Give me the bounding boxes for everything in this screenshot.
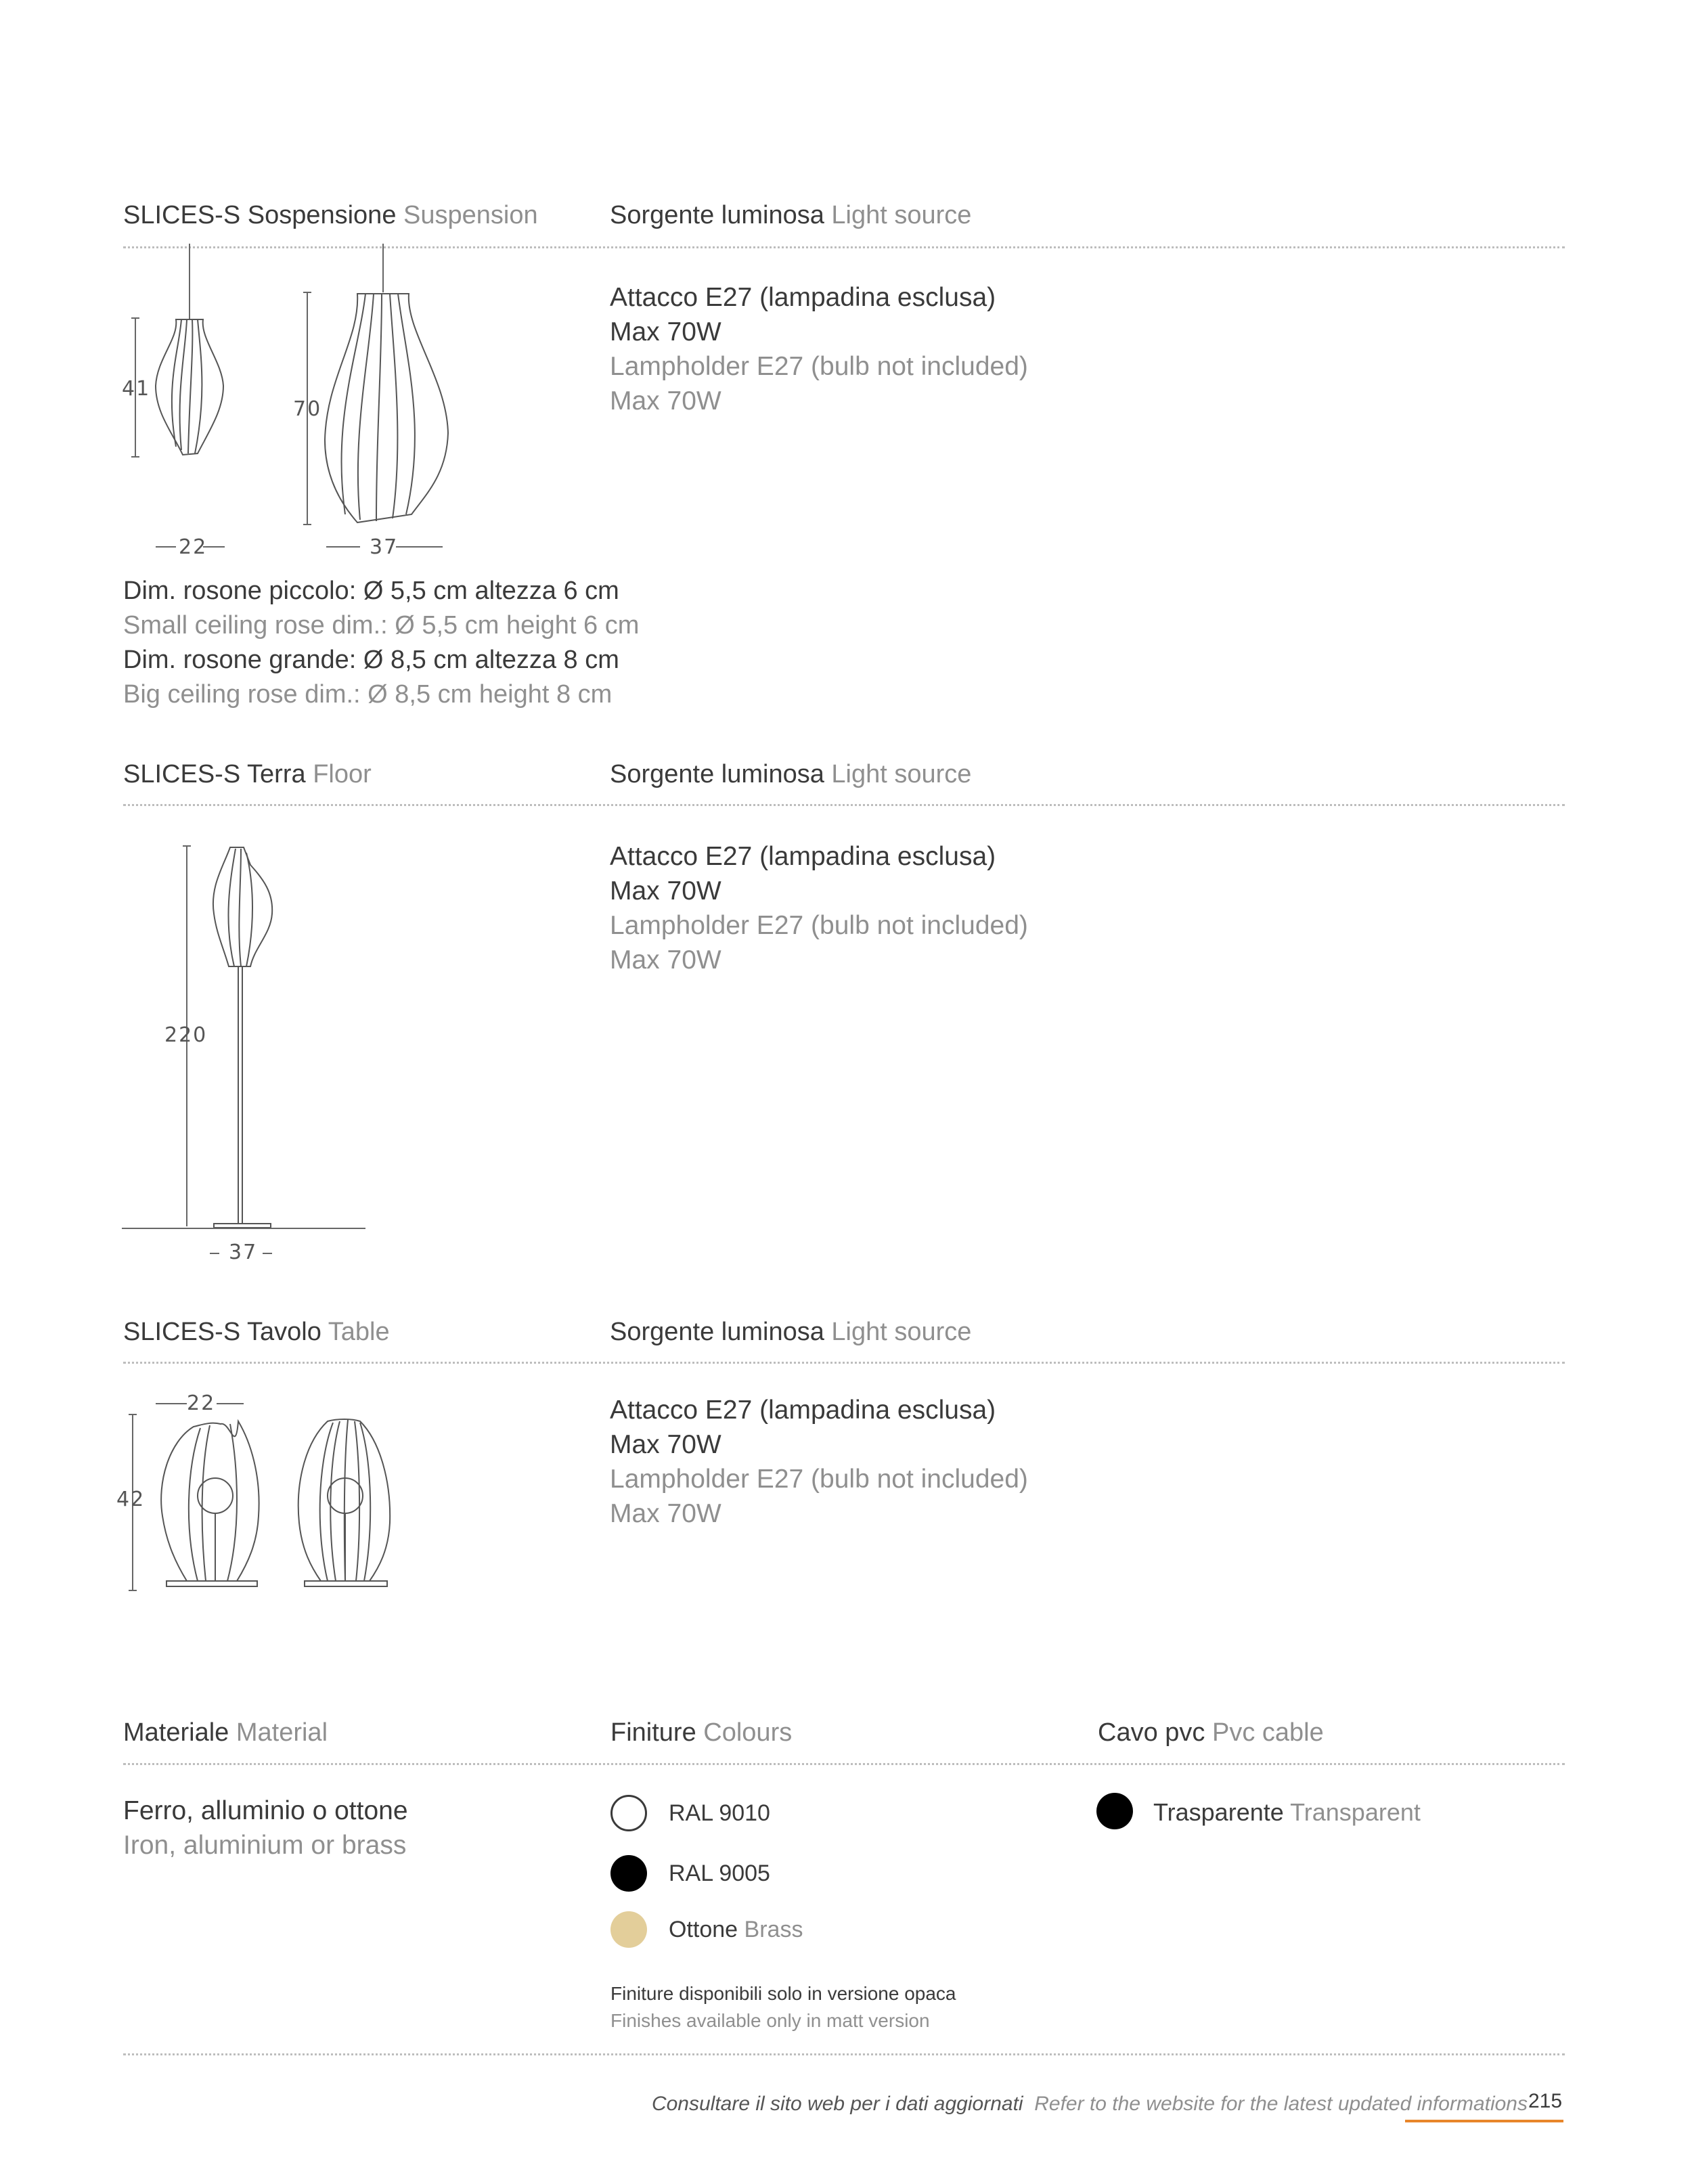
- cable-title-en: Pvc cable: [1211, 1718, 1324, 1747]
- footer-note: [652, 2093, 1528, 2116]
- table-specs: [610, 1393, 1028, 1531]
- floor-title-en: Floor: [313, 760, 372, 788]
- finish-swatch-ral9005: [610, 1855, 647, 1892]
- cable-title: [1098, 1718, 1324, 1747]
- finish-label-brass-en: Brass: [744, 1917, 803, 1942]
- table-lamp-front-icon: [298, 1419, 390, 1586]
- suspension-source-title: [610, 200, 971, 230]
- finishes-title: [610, 1718, 792, 1747]
- floor-specs: [610, 839, 1028, 977]
- material-title: [123, 1718, 328, 1747]
- small-height-label: 41: [122, 377, 151, 401]
- suspension-title-en: Suspension: [403, 201, 538, 229]
- finishes-note-it: Finiture disponibili solo in versione opaca: [610, 1983, 956, 2004]
- finishes-title-en: Colours: [703, 1718, 793, 1747]
- floor-source-en: Light source: [831, 760, 972, 788]
- suspension-source-en: Light source: [831, 201, 972, 229]
- suspension-specs: [610, 280, 1028, 418]
- suspension-source-it: Sorgente luminosa: [610, 201, 824, 229]
- floor-drawing: [122, 839, 379, 1245]
- table-source-en: Light source: [831, 1318, 972, 1346]
- suspension-spec-en-1: Lampholder E27 (bulb not included): [610, 352, 1028, 381]
- floor-title: [123, 759, 372, 789]
- floor-title-it: SLICES-S Terra: [123, 760, 306, 788]
- table-lamp-side-icon: [161, 1421, 259, 1586]
- floor-source-title: [610, 759, 971, 789]
- table-divider: [123, 1362, 1565, 1364]
- table-source-it: Sorgente luminosa: [610, 1318, 824, 1346]
- floor-source-it: Sorgente luminosa: [610, 760, 824, 788]
- footer-text-it: Consultare il sito web per i dati aggiornati: [651, 2093, 1023, 2115]
- suspension-title: [123, 200, 538, 230]
- footer-accent-bar: [1405, 2120, 1563, 2122]
- material-values: [123, 1793, 408, 1863]
- suspension-spec-it-1: Attacco E27 (lampadina esclusa): [610, 283, 996, 312]
- rose-big-en-value: Ø 8,5 cm height 8 cm: [368, 680, 613, 709]
- table-drawing: [122, 1394, 406, 1597]
- rose-small-en-label: Small ceiling rose dim.:: [123, 611, 388, 640]
- table-title: [123, 1317, 390, 1347]
- finish-swatch-brass: [610, 1911, 647, 1948]
- cable-swatch-transparent: [1096, 1793, 1133, 1829]
- finishes-note-en: Finishes available only in matt version: [610, 2010, 930, 2031]
- suspension-spec-it-2: Max 70W: [610, 317, 721, 347]
- rose-small-it-label: Dim. rosone piccolo:: [123, 577, 357, 605]
- finish-label-brass-it: Ottone: [669, 1917, 738, 1942]
- suspension-spec-en-2: Max 70W: [610, 386, 721, 416]
- table-spec-en-2: Max 70W: [610, 1499, 721, 1528]
- floor-spec-it-2: Max 70W: [610, 876, 721, 906]
- finishes-title-it: Finiture: [610, 1718, 696, 1747]
- rose-big-it-label: Dim. rosone grande:: [123, 646, 357, 674]
- suspension-title-it: SLICES-S Sospensione: [123, 201, 397, 229]
- finish-label-brass: [669, 1916, 803, 1943]
- floor-width-label: 37: [229, 1241, 258, 1264]
- floor-spec-en-1: Lampholder E27 (bulb not included): [610, 911, 1028, 940]
- finishes-note: [610, 1980, 956, 2034]
- cable-label-en: Transparent: [1290, 1798, 1421, 1826]
- table-title-en: Table: [328, 1318, 390, 1346]
- small-width-label: 22: [179, 535, 208, 559]
- big-width-label: 37: [370, 535, 399, 559]
- finish-swatch-ral9010: [610, 1795, 647, 1831]
- table-spec-it-2: Max 70W: [610, 1430, 721, 1459]
- rose-big-it-value: Ø 8,5 cm altezza 8 cm: [363, 646, 619, 674]
- floor-height-label: 220: [164, 1023, 208, 1047]
- rose-big-en-label: Big ceiling rose dim.:: [123, 680, 361, 709]
- bottom-divider: [123, 1763, 1565, 1765]
- rose-small-en-value: Ø 5,5 cm height 6 cm: [395, 611, 640, 640]
- footer-divider: [123, 2053, 1565, 2055]
- finish-label-ral9010: RAL 9010: [669, 1800, 770, 1826]
- floor-lamp-icon: [213, 847, 272, 1228]
- footer-text-en: Refer to the website for the latest updated informations: [1034, 2093, 1528, 2115]
- material-title-it: Materiale: [123, 1718, 229, 1747]
- table-spec-en-1: Lampholder E27 (bulb not included): [610, 1465, 1028, 1494]
- floor-divider: [123, 804, 1565, 806]
- big-suspension-lamp-icon: [325, 294, 448, 522]
- big-height-label: 70: [293, 397, 322, 421]
- table-source-title: [610, 1317, 971, 1347]
- small-suspension-lamp-icon: [156, 319, 223, 455]
- ceiling-rose-dims: [123, 574, 639, 712]
- material-value-en: Iron, aluminium or brass: [123, 1831, 407, 1860]
- rose-small-it-value: Ø 5,5 cm altezza 6 cm: [363, 577, 619, 605]
- cable-label-it: Trasparente: [1153, 1798, 1284, 1826]
- material-title-en: Material: [236, 1718, 328, 1747]
- floor-spec-en-2: Max 70W: [610, 945, 721, 975]
- table-title-it: SLICES-S Tavolo: [123, 1318, 321, 1346]
- page-number: 215: [1528, 2090, 1563, 2112]
- finish-label-ral9005: RAL 9005: [669, 1860, 770, 1886]
- table-height-label: 42: [116, 1488, 146, 1511]
- floor-spec-it-1: Attacco E27 (lampadina esclusa): [610, 842, 996, 871]
- table-spec-it-1: Attacco E27 (lampadina esclusa): [610, 1396, 996, 1425]
- cable-label-transparent: [1153, 1799, 1421, 1826]
- material-value-it: Ferro, alluminio o ottone: [123, 1796, 408, 1825]
- suspension-drawing: [108, 244, 460, 562]
- cable-title-it: Cavo pvc: [1098, 1718, 1205, 1747]
- table-width-label: 22: [187, 1391, 216, 1415]
